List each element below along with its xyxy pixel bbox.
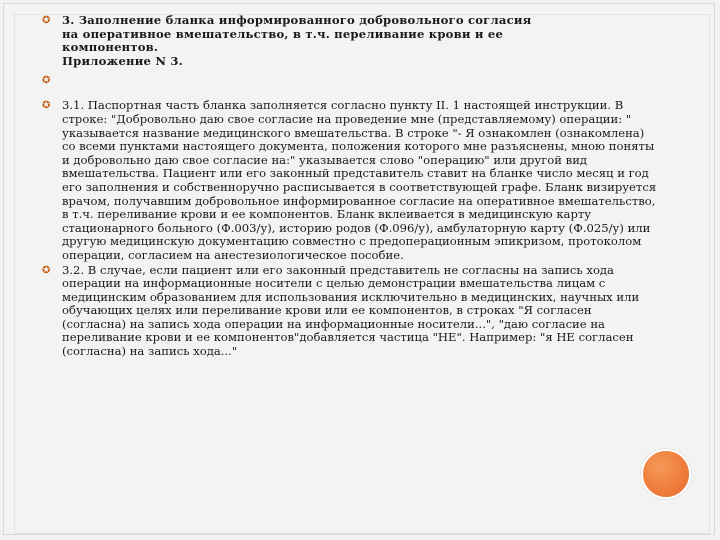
heading-line: компонентов.	[62, 40, 159, 55]
bullet-icon: ✪	[42, 75, 51, 87]
bullet-icon: ✪	[42, 15, 51, 26]
bullet-icon: ✪	[42, 100, 51, 112]
decorative-orange-circle	[641, 449, 691, 499]
bullet-item-empty	[42, 74, 657, 93]
paragraph-3-1: 3.1. Паспортная часть бланка заполняется согласно пункту II. 1 настоящей инструкции. В строке: "Добровольно даю свое согласие на проведение мне (представляемому) операции: " указывается название медицинского вмешательства. В строке "- Я ознакомлен (ознакомлена) со всеми пунктами настоящего документа, положения которого мне разъяснены, мною поняты и добровольно даю свое согласие на:" указывается слово "операцию" или другой вид вмешательства. Пациент или его законный представитель ставит на бланке число месяц и год его заполнения и собственноручно расписывается в соответствующей графе. Бланк визируется врачом, получавшим добровольное информированное согласие на оперативное вмешательство, в т.ч. переливание крови и ее компонентов. Бланк вклеивается в медицинскую карту стационарного больного (Ф.003/у), историю родов (Ф.096/у), амбулаторную карту (Ф.025/у) или другую медицинскую документацию совместно с предоперационным эпикризом, протоколом операции, согласием на анестезиологическое пособие.	[62, 98, 657, 262]
heading-line: на оперативное вмешательство, в т.ч. переливание крови и ее	[62, 26, 504, 41]
heading-line: Приложение N 3.	[62, 53, 183, 68]
bullet-item-3-2	[42, 264, 657, 359]
bullet-item-heading	[42, 14, 657, 68]
bullet-icon: ✪	[42, 264, 51, 276]
bullet-item-3-1	[42, 99, 657, 262]
slide-content	[42, 14, 657, 359]
paragraph-3-2: 3.2. В случае, если пациент или его законный представитель не согласны на запись хода операции на информационные носители с целью демонстрации вмешательства лицам с медицинским образованием для использования исключительно в медицинских, научных или обучающих целях или переливание крови или ее компонентов, в строках "Я согласен (согласна) на запись хода операции на информационные носители...", "даю согласие на переливание крови и ее компонентов"добавляется частица "НЕ". Например: "я НЕ согласен (согласна) на запись хода..."	[62, 262, 640, 359]
heading-line: 3. Заполнение бланка информированного добровольного согласия	[62, 13, 532, 27]
section-heading	[62, 14, 657, 68]
